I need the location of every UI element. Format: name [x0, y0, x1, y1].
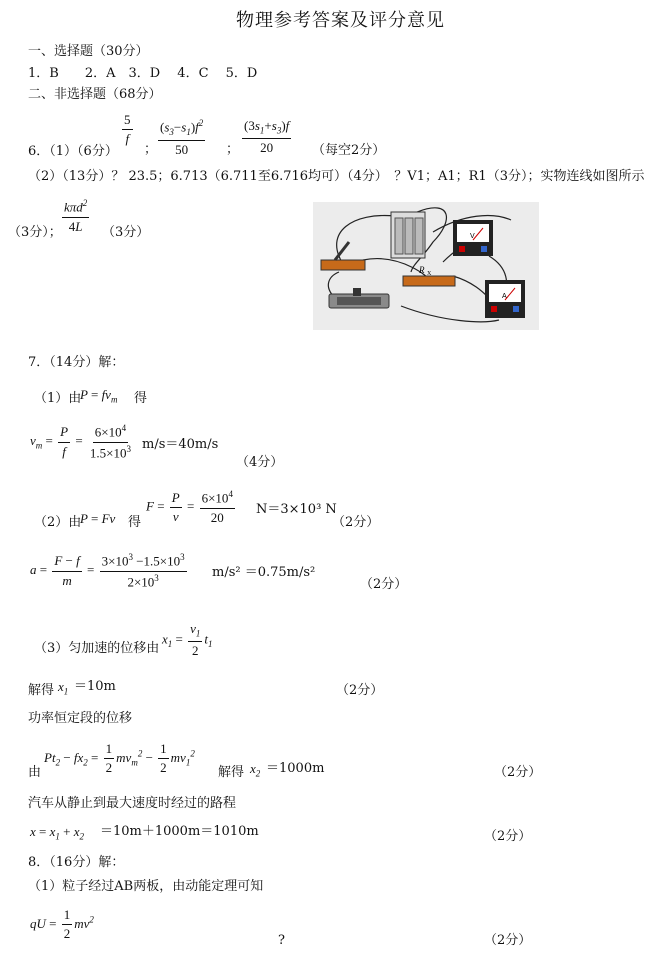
q7-x1-symbol: $x_1$	[58, 679, 69, 697]
q7-force-formula: F = $\frac{P}{v}$ = $\frac{6\times 10^4}{20}$	[146, 489, 233, 525]
q6-formula-2: $\frac{(s_3-s_1)f^2}{50}$	[160, 118, 204, 157]
q6-sep-1: ；	[144, 142, 158, 157]
q7-score-5: （2分）	[494, 765, 542, 780]
q8-score-1: （2分）	[484, 933, 532, 948]
q6-sep-2: ；	[226, 142, 240, 157]
q6-formula-3: $\frac{(3s_1+s_3)f}{20}$	[244, 118, 290, 156]
q7-heading: 7．（14分）解：	[28, 355, 125, 370]
q7-force-result: N＝3×10³ N	[256, 502, 337, 517]
q7-p1-prefix: （1）由	[34, 391, 82, 406]
q7-p2-formula: P = Fv	[80, 511, 116, 526]
q7-total-value: ＝10m＋1000m＝1010m	[100, 824, 259, 839]
q6-part2: （2）（13分）？ 23.5；6.713（6.711至6.716均可）（4分） ？V1；A1；R1（3分）；实物连线如图所示	[28, 169, 645, 184]
q7-score-3: （2分）	[360, 577, 408, 592]
q7-energy-formula: $Pt_2 - fx_2$ = $\frac{1}{2}$ $mv_m^2$ − $\frac{1}{2}$ $mv_1^2$	[44, 741, 195, 776]
q7-path-text: 汽车从静止到最大速度时经过的路程	[28, 796, 237, 811]
q7-total-symbols: $x = x_1 + x_2$	[30, 824, 85, 842]
q7-p2-mid: 得	[128, 515, 142, 530]
svg-text:X: X	[427, 271, 432, 277]
svg-text:A: A	[502, 293, 507, 300]
q7-accel-formula: a = $\frac{F - f}{m}$ = $\frac{3\times 10^3 -1.5\times 10^3}{2\times 10^3}$	[30, 552, 185, 589]
q6-resistivity-formula: $\frac{k\pi d^2}{4L}$	[64, 198, 88, 234]
mc-answers: 1．B 2．A 3．D 4．C 5．D	[28, 66, 258, 81]
q7-x1-value: ＝10m	[74, 679, 116, 694]
q8-question-mark: ?	[278, 933, 285, 948]
q7-vm-result: m/s＝40m/s	[142, 437, 219, 452]
q6-label: 6．（1）（6分）	[28, 144, 118, 159]
svg-text:V: V	[470, 233, 475, 240]
q7-x2-value: ＝1000m	[266, 761, 325, 776]
q7-p3-prefix: （3）匀加速的位移由	[34, 641, 160, 656]
q7-score-2: （2分）	[332, 515, 380, 530]
q8-energy-formula: qU = $\frac{1}{2}$ $mv^2$	[30, 907, 94, 942]
q7-score-6: （2分）	[484, 829, 532, 844]
page-title: 物理参考答案及评分意见	[236, 10, 445, 31]
section1-heading: 一、选择题（30分）	[28, 44, 149, 59]
svg-text:R: R	[419, 265, 425, 275]
q8-heading: 8．（16分）解：	[28, 855, 125, 870]
q6-note: （每空2分）	[312, 143, 386, 158]
q7-p2-prefix: （2）由	[34, 515, 82, 530]
q7-score-4: （2分）	[336, 683, 384, 698]
section2-heading: 二、非选择题（68分）	[28, 87, 162, 102]
voltmeter-icon	[453, 220, 493, 256]
circuit-diagram	[313, 202, 539, 330]
q6-score-b: （3分）	[102, 225, 150, 240]
q7-x1-prefix: 解得	[28, 683, 55, 698]
ammeter-icon	[485, 280, 525, 318]
q7-accel-result: m/s² ＝0.75m/s²	[212, 565, 316, 580]
q7-x2-mid: 解得	[218, 765, 245, 780]
battery-pack-icon	[391, 212, 425, 258]
q7-p1-suffix: 得	[134, 391, 148, 406]
q7-x2-prefix: 由	[28, 765, 42, 780]
q7-p1-formula: $P = fv_m$	[80, 387, 118, 405]
q7-score-1: （4分）	[236, 455, 284, 470]
q8-part1: （1）粒子经过AB两板，由动能定理可知	[28, 879, 264, 894]
q7-vm-formula: $v_m$ = $\frac{P}{f}$ = $\frac{6\times 10^4}{1.5\times 10^3}$	[30, 423, 132, 460]
q6-score-a: （3分）；	[8, 225, 62, 240]
q7-x2-symbol: $x_2$	[250, 761, 261, 779]
q6-formula-1: $\frac{5}{f}$	[124, 112, 131, 147]
q7-x1-formula: $x_1$ = $\frac{v_1}{2}$ $t_1$	[162, 621, 213, 659]
q7-const-power: 功率恒定段的位移	[28, 711, 133, 726]
